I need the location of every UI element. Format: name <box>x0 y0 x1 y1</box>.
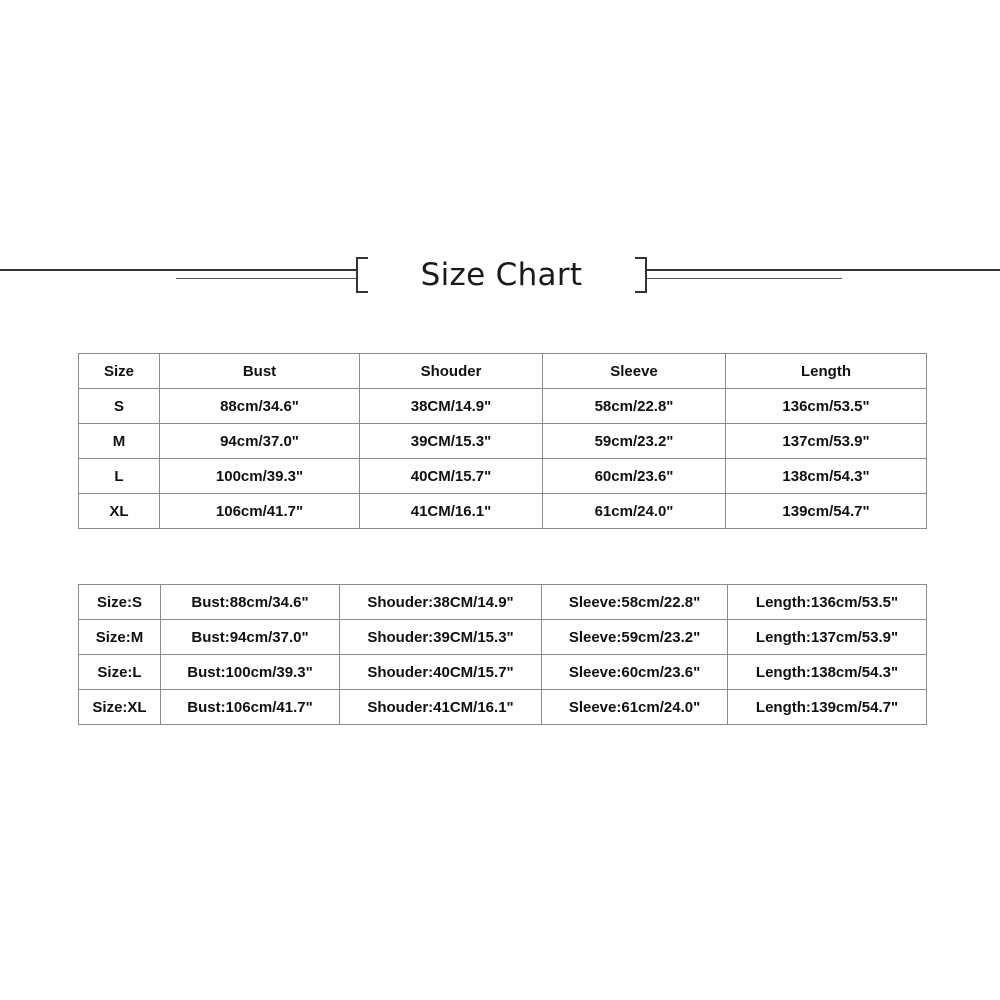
table-row <box>79 585 927 620</box>
table-row <box>79 459 927 494</box>
cell-bust: 88cm/34.6" <box>160 389 360 424</box>
size-chart-table <box>78 353 927 529</box>
cell-length: 139cm/54.7" <box>726 494 927 529</box>
cell-shoulder: Shouder:40CM/15.7" <box>340 655 542 690</box>
cell-sleeve: 60cm/23.6" <box>543 459 726 494</box>
cell-size: Size:S <box>79 585 161 620</box>
table-row <box>79 389 927 424</box>
cell-size: S <box>79 389 160 424</box>
cell-shoulder: 39CM/15.3" <box>360 424 543 459</box>
cell-sleeve: Sleeve:61cm/24.0" <box>542 690 728 725</box>
page-title: Size Chart <box>420 257 583 293</box>
cell-shoulder: 38CM/14.9" <box>360 389 543 424</box>
table-row <box>79 690 927 725</box>
cell-shoulder: 41CM/16.1" <box>360 494 543 529</box>
cell-length: Length:138cm/54.3" <box>728 655 927 690</box>
header-sleeve: Sleeve <box>543 354 726 389</box>
header-shoulder: Shouder <box>360 354 543 389</box>
cell-bust: Bust:94cm/37.0" <box>161 620 340 655</box>
cell-shoulder: Shouder:39CM/15.3" <box>340 620 542 655</box>
cell-length: Length:139cm/54.7" <box>728 690 927 725</box>
cell-shoulder: Shouder:41CM/16.1" <box>340 690 542 725</box>
cell-sleeve: 61cm/24.0" <box>543 494 726 529</box>
table-row <box>79 655 927 690</box>
cell-bust: 106cm/41.7" <box>160 494 360 529</box>
cell-length: 138cm/54.3" <box>726 459 927 494</box>
table-row <box>79 424 927 459</box>
cell-length: 137cm/53.9" <box>726 424 927 459</box>
cell-sleeve: 58cm/22.8" <box>543 389 726 424</box>
title-rule-right-long <box>647 269 1000 271</box>
cell-length: 136cm/53.5" <box>726 389 927 424</box>
cell-bust: 100cm/39.3" <box>160 459 360 494</box>
title-rule-right-short <box>647 278 842 279</box>
cell-sleeve: Sleeve:59cm/23.2" <box>542 620 728 655</box>
cell-size: Size:M <box>79 620 161 655</box>
table-row <box>79 620 927 655</box>
title-banner <box>356 257 647 293</box>
header-bust: Bust <box>160 354 360 389</box>
cell-size: Size:L <box>79 655 161 690</box>
cell-sleeve: Sleeve:60cm/23.6" <box>542 655 728 690</box>
table-row <box>79 494 927 529</box>
cell-bust: 94cm/37.0" <box>160 424 360 459</box>
cell-bust: Bust:106cm/41.7" <box>161 690 340 725</box>
cell-size: XL <box>79 494 160 529</box>
cell-size: M <box>79 424 160 459</box>
cell-sleeve: Sleeve:58cm/22.8" <box>542 585 728 620</box>
cell-bust: Bust:100cm/39.3" <box>161 655 340 690</box>
cell-size: Size:XL <box>79 690 161 725</box>
cell-sleeve: 59cm/23.2" <box>543 424 726 459</box>
cell-length: Length:136cm/53.5" <box>728 585 927 620</box>
title-rule-left-short <box>176 278 356 279</box>
table-header-row <box>79 354 927 389</box>
cell-length: Length:137cm/53.9" <box>728 620 927 655</box>
header-size: Size <box>79 354 160 389</box>
size-chart-table-labeled <box>78 584 927 725</box>
cell-bust: Bust:88cm/34.6" <box>161 585 340 620</box>
header-length: Length <box>726 354 927 389</box>
title-rule-left-long <box>0 269 356 271</box>
cell-size: L <box>79 459 160 494</box>
cell-shoulder: Shouder:38CM/14.9" <box>340 585 542 620</box>
cell-shoulder: 40CM/15.7" <box>360 459 543 494</box>
